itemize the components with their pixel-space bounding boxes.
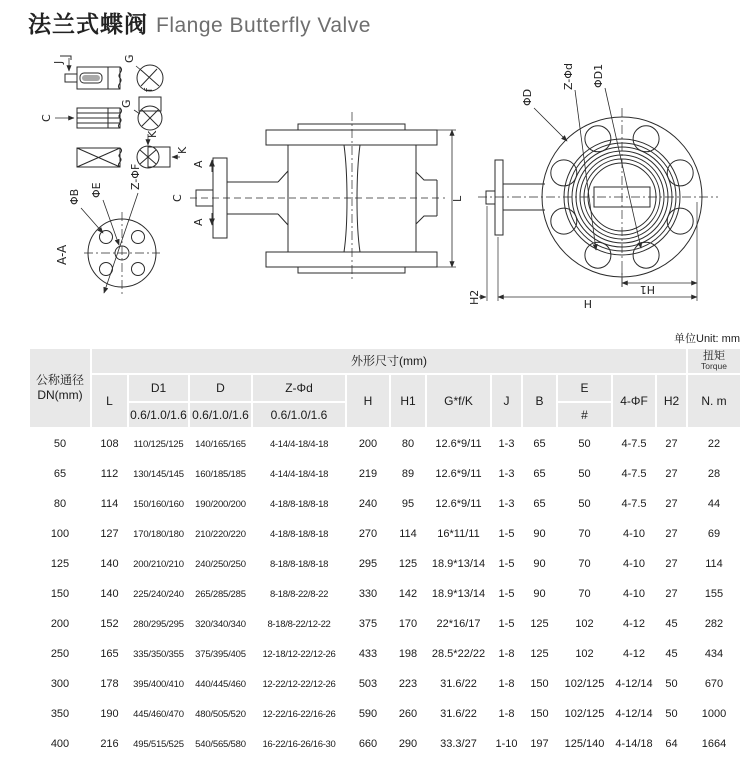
label-a-upper: A xyxy=(192,160,205,168)
table-cell: 1-5 xyxy=(498,558,515,570)
table-cell: 31.6/22 xyxy=(440,708,477,720)
header-d1: D1 xyxy=(128,374,189,402)
table-row xyxy=(29,428,741,459)
table-cell: 150 xyxy=(530,678,549,690)
page-title xyxy=(28,6,371,39)
table-cell: 219 xyxy=(358,468,378,480)
table-cell: 27 xyxy=(665,438,678,450)
table-cell: 433 xyxy=(358,648,378,660)
table-cell: 18.9*13/14 xyxy=(431,588,486,600)
table-cell: 4-10 xyxy=(622,588,646,600)
header-torque-cn: 扭矩 xyxy=(703,349,725,362)
table-cell: 140 xyxy=(100,558,119,570)
table-cell: 80 xyxy=(401,438,415,450)
table-cell: 1-5 xyxy=(498,588,515,600)
table-cell: 90 xyxy=(533,558,546,570)
table-cell: 28 xyxy=(707,468,721,480)
header-zphid-pn: 0.6/1.0/1.6 xyxy=(252,402,346,428)
table-cell: 300 xyxy=(50,678,70,690)
table-cell: 200 xyxy=(50,618,70,630)
header-nm: N. m xyxy=(687,374,741,428)
label-f: f xyxy=(142,88,155,92)
label-section-aa: A-A xyxy=(55,244,69,265)
table-cell: 89 xyxy=(401,468,415,480)
table-cell: 125 xyxy=(398,558,418,570)
table-cell: 65 xyxy=(533,468,546,480)
table-row xyxy=(29,459,741,489)
header-e-sub: # xyxy=(557,402,612,428)
table-cell: 170/180/180 xyxy=(133,528,184,540)
table-cell: 495/515/525 xyxy=(133,738,184,750)
table-cell: 480/505/520 xyxy=(195,708,246,720)
table-cell: 503 xyxy=(358,678,378,690)
table-row xyxy=(29,639,741,669)
table-cell: 445/460/470 xyxy=(133,708,184,720)
table-cell: 102/125 xyxy=(564,708,605,720)
valve-drawing-svg xyxy=(0,50,750,330)
table-cell: 102 xyxy=(575,618,594,630)
table-row xyxy=(29,729,741,759)
table-cell: 440/445/460 xyxy=(195,678,246,690)
table-cell: 330 xyxy=(358,588,378,600)
table-cell: 1-10 xyxy=(495,738,518,750)
table-cell: 125/140 xyxy=(564,738,605,750)
table-cell: 1-5 xyxy=(498,618,515,630)
header-b: B xyxy=(522,374,557,428)
table-cell: 4-12/14 xyxy=(615,678,653,690)
table-cell: 70 xyxy=(578,528,591,540)
header-h: H xyxy=(346,374,390,428)
table-cell: 198 xyxy=(398,648,418,660)
table-cell: 127 xyxy=(100,528,119,540)
table-cell: 4-7.5 xyxy=(621,468,647,480)
table-cell: 200/210/210 xyxy=(133,558,184,570)
table-cell: 320/340/340 xyxy=(195,618,246,630)
table-cell: 108 xyxy=(100,438,119,450)
table-cell: 45 xyxy=(665,618,678,630)
table-cell: 150/160/160 xyxy=(133,498,184,510)
table-cell: 400 xyxy=(50,738,70,750)
table-cell: 16*11/11 xyxy=(437,528,480,540)
table-cell: 70 xyxy=(578,588,591,600)
label-g-mid: G xyxy=(120,99,133,108)
table-cell: 102/125 xyxy=(564,678,605,690)
table-cell: 70 xyxy=(578,558,591,570)
table-cell: 190 xyxy=(100,708,119,720)
header-gfk: G*f/K xyxy=(426,374,491,428)
table-cell: 150 xyxy=(50,588,70,600)
table-cell: 225/240/240 xyxy=(133,588,184,600)
table-cell: 50 xyxy=(578,468,591,480)
table-cell: 69 xyxy=(707,528,721,540)
label-j: J xyxy=(52,60,65,64)
label-h2-dim: H2 xyxy=(468,289,481,305)
table-cell: 8-18/8-22/12-22 xyxy=(267,618,331,630)
table-cell: 114 xyxy=(399,528,417,540)
table-cell: 142 xyxy=(398,588,418,600)
table-cell: 350 xyxy=(50,708,70,720)
table-cell: 95 xyxy=(401,498,415,510)
table-cell: 50 xyxy=(578,498,591,510)
header-h2: H2 xyxy=(656,374,687,428)
table-cell: 434 xyxy=(704,648,724,660)
header-dn-line2: DN(mm) xyxy=(37,388,83,402)
label-c-main: C xyxy=(171,194,184,202)
table-cell: 125 xyxy=(530,648,549,660)
table-cell: 260 xyxy=(398,708,418,720)
table-cell: 12.6*9/11 xyxy=(435,438,482,450)
header-dn xyxy=(29,348,91,428)
table-cell: 8-18/8-22/8-22 xyxy=(269,588,329,600)
table-cell: 216 xyxy=(100,738,119,750)
table-cell: 65 xyxy=(533,498,546,510)
table-cell: 64 xyxy=(665,738,678,750)
table-cell: 44 xyxy=(707,498,721,510)
table-cell: 190/200/200 xyxy=(195,498,246,510)
header-dn-line1: 公称通径 xyxy=(35,373,84,387)
table-cell: 50 xyxy=(665,708,678,720)
table-cell: 670 xyxy=(704,678,724,690)
table-cell: 28.5*22/22 xyxy=(431,648,486,660)
label-z-phi-d: Z-Φd xyxy=(562,63,575,90)
table-cell: 22 xyxy=(707,438,721,450)
table-cell: 100 xyxy=(50,528,70,540)
table-row xyxy=(29,609,741,639)
table-cell: 65 xyxy=(533,438,546,450)
spec-table xyxy=(28,347,742,759)
label-c-detail: C xyxy=(40,114,53,122)
table-cell: 270 xyxy=(358,528,378,540)
table-cell: 178 xyxy=(100,678,119,690)
table-cell: 155 xyxy=(704,588,724,600)
table-cell: 4-14/18 xyxy=(615,738,653,750)
table-cell: 31.6/22 xyxy=(440,678,477,690)
table-row xyxy=(29,579,741,609)
header-dims-group: 外形尺寸(mm) xyxy=(91,348,687,374)
table-cell: 4-10 xyxy=(622,528,646,540)
table-cell: 170 xyxy=(398,618,418,630)
table-cell: 125 xyxy=(50,558,70,570)
table-cell: 1-8 xyxy=(498,678,515,690)
header-d-pn: 0.6/1.0/1.6 xyxy=(189,402,252,428)
table-cell: 4-10 xyxy=(622,558,646,570)
table-cell: 1-3 xyxy=(498,438,515,450)
label-phi-d: ΦD xyxy=(521,88,534,106)
table-cell: 102 xyxy=(575,648,594,660)
label-l-dim: L xyxy=(451,195,464,202)
table-row xyxy=(29,699,741,729)
table-cell: 335/350/355 xyxy=(133,648,184,660)
table-cell: 33.3/27 xyxy=(440,738,477,750)
table-cell: 140 xyxy=(100,588,119,600)
table-cell: 27 xyxy=(665,558,678,570)
table-cell: 4-14/4-18/4-18 xyxy=(269,438,329,450)
table-cell: 12-22/12-22/12-26 xyxy=(262,678,336,690)
table-cell: 125 xyxy=(530,618,549,630)
label-phi-b: ΦB xyxy=(68,188,81,205)
header-j: J xyxy=(491,374,522,428)
table-cell: 375/395/405 xyxy=(195,648,246,660)
table-cell: 540/565/580 xyxy=(195,738,246,750)
table-cell: 660 xyxy=(358,738,378,750)
table-cell: 114 xyxy=(705,558,723,570)
table-cell: 197 xyxy=(530,738,549,750)
table-cell: 1664 xyxy=(701,738,727,750)
table-row xyxy=(29,549,741,579)
table-cell: 112 xyxy=(100,468,119,480)
table-cell: 110/125/125 xyxy=(133,438,184,450)
spec-table-head xyxy=(29,348,741,428)
table-cell: 4-12 xyxy=(622,648,646,660)
table-cell: 4-18/8-18/8-18 xyxy=(269,528,329,540)
technical-drawing xyxy=(0,50,750,330)
label-h-dim: H xyxy=(583,297,592,310)
table-cell: 1000 xyxy=(701,708,727,720)
table-row xyxy=(29,489,741,519)
table-row xyxy=(29,519,741,549)
table-cell: 1-3 xyxy=(498,468,515,480)
table-cell: 50 xyxy=(665,678,678,690)
table-cell: 295 xyxy=(358,558,378,570)
header-e: E xyxy=(557,374,612,402)
header-l: L xyxy=(91,374,128,428)
table-cell: 12.6*9/11 xyxy=(435,498,482,510)
table-cell: 200 xyxy=(358,438,378,450)
table-cell: 4-12 xyxy=(622,618,646,630)
table-cell: 395/400/410 xyxy=(133,678,184,690)
title-english: Flange Butterfly Valve xyxy=(156,14,371,37)
table-cell: 80 xyxy=(53,498,67,510)
table-cell: 1-8 xyxy=(498,708,515,720)
table-cell: 50 xyxy=(53,438,67,450)
table-cell: 1-3 xyxy=(498,498,515,510)
label-phi-d1: ΦD1 xyxy=(592,63,605,88)
header-h1: H1 xyxy=(390,374,426,428)
table-cell: 160/185/185 xyxy=(195,468,246,480)
table-row xyxy=(29,669,741,699)
table-cell: 130/145/145 xyxy=(133,468,184,480)
label-h1-dim: H1 xyxy=(639,283,655,296)
table-cell: 590 xyxy=(358,708,378,720)
label-z-phi-f: Z-ΦF xyxy=(129,163,142,190)
table-cell: 27 xyxy=(665,468,678,480)
table-cell: 16-22/16-26/16-30 xyxy=(262,738,336,750)
label-k-right: K xyxy=(176,146,189,154)
label-g-top: G xyxy=(123,54,136,63)
label-phi-e: ΦE xyxy=(90,182,103,198)
table-cell: 282 xyxy=(704,618,724,630)
table-cell: 280/295/295 xyxy=(133,618,184,630)
table-cell: 27 xyxy=(665,498,678,510)
table-cell: 140/165/165 xyxy=(195,438,246,450)
table-cell: 27 xyxy=(665,528,678,540)
table-cell: 4-7.5 xyxy=(621,498,647,510)
table-cell: 210/220/220 xyxy=(195,528,246,540)
spec-table-body xyxy=(29,428,741,759)
header-d1-pn: 0.6/1.0/1.6 xyxy=(128,402,189,428)
table-cell: 240 xyxy=(358,498,378,510)
header-phi-f: 4-ΦF xyxy=(612,374,656,428)
table-cell: 65 xyxy=(53,468,67,480)
header-torque-en: Torque xyxy=(701,361,727,372)
table-cell: 4-12/14 xyxy=(615,708,653,720)
table-cell: 1-5 xyxy=(498,528,515,540)
table-cell: 1-8 xyxy=(498,648,515,660)
table-cell: 375 xyxy=(358,618,378,630)
table-cell: 4-18/8-18/8-18 xyxy=(269,498,329,510)
table-cell: 27 xyxy=(665,588,678,600)
table-cell: 250 xyxy=(50,648,70,660)
table-cell: 18.9*13/14 xyxy=(431,558,486,570)
label-k-top: K xyxy=(146,130,159,138)
table-cell: 12-18/12-22/12-26 xyxy=(262,648,336,660)
table-cell: 4-14/4-18/4-18 xyxy=(269,468,329,480)
table-cell: 12.6*9/11 xyxy=(435,468,482,480)
table-cell: 290 xyxy=(398,738,418,750)
header-torque xyxy=(687,348,741,374)
table-cell: 50 xyxy=(578,438,591,450)
label-a-lower: A xyxy=(192,218,205,226)
table-cell: 4-7.5 xyxy=(621,438,647,450)
table-cell: 265/285/285 xyxy=(195,588,246,600)
table-cell: 152 xyxy=(100,618,119,630)
header-d: D xyxy=(189,374,252,402)
table-cell: 223 xyxy=(398,678,418,690)
table-cell: 90 xyxy=(533,588,546,600)
table-cell: 12-22/16-22/16-26 xyxy=(262,708,336,720)
table-cell: 114 xyxy=(100,498,119,510)
title-chinese: 法兰式蝶阀 xyxy=(28,11,148,37)
header-z-phi-d: Z-Φd xyxy=(252,374,346,402)
unit-note: 单位Unit: mm xyxy=(674,333,740,345)
table-cell: 150 xyxy=(530,708,549,720)
table-cell: 8-18/8-18/8-18 xyxy=(269,558,329,570)
table-cell: 22*16/17 xyxy=(436,618,481,630)
spec-table-container xyxy=(28,347,740,759)
table-cell: 45 xyxy=(665,648,678,660)
table-cell: 240/250/250 xyxy=(195,558,246,570)
table-cell: 90 xyxy=(533,528,546,540)
table-cell: 165 xyxy=(100,648,119,660)
